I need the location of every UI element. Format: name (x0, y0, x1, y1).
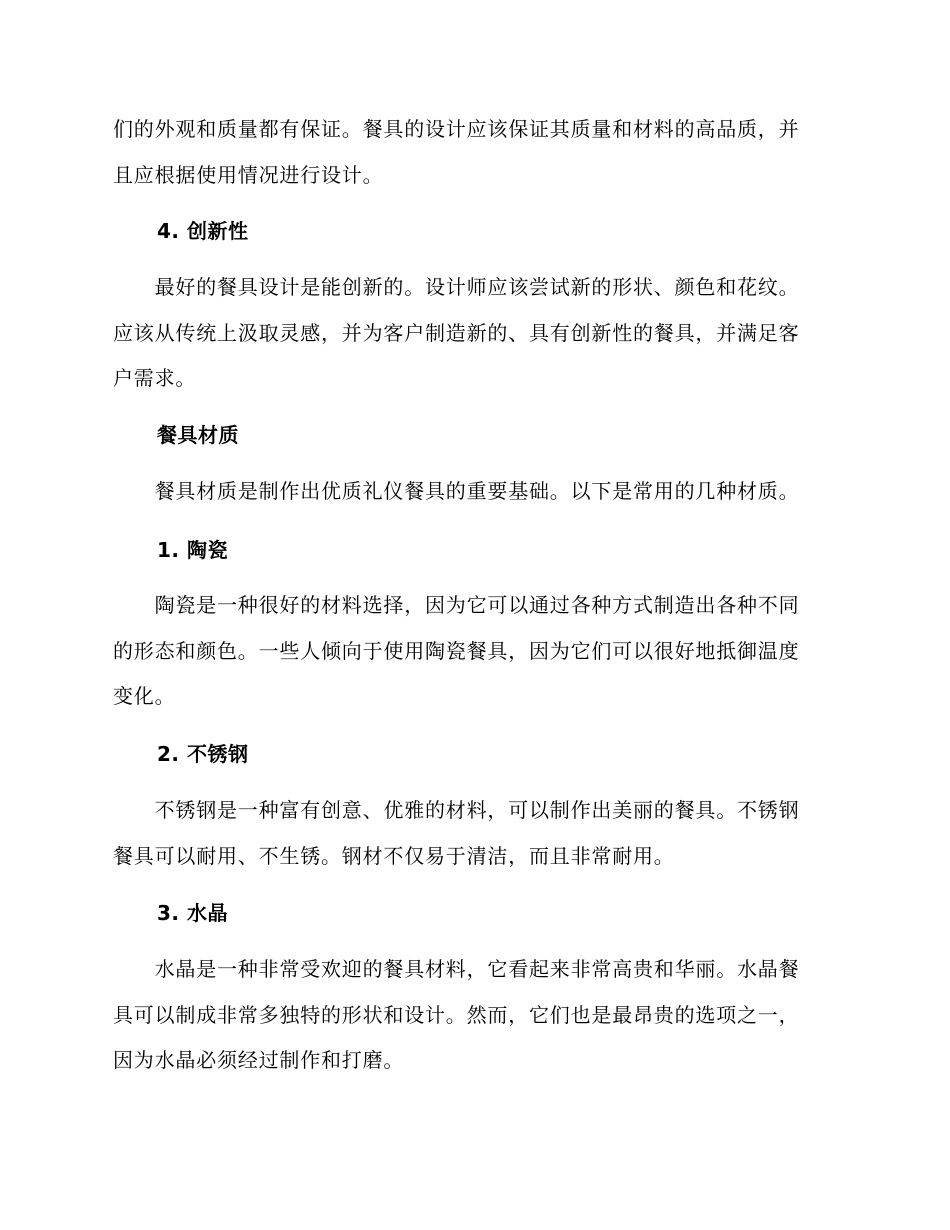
paragraph-innovation: 最好的餐具设计是能创新的。设计师应该尝试新的形状、颜色和花纹。 应该从传统上汲取灵感，并为客户制造新的、具有创新性的餐具，并满足客 户需求。 (113, 275, 800, 390)
heading-ceramic: 1. 陶瓷 (157, 538, 228, 562)
heading-innovation: 4. 创新性 (157, 219, 249, 243)
heading-materials: 餐具材质 (157, 423, 239, 447)
heading-crystal: 3. 水晶 (157, 901, 228, 925)
paragraph-crystal: 水晶是一种非常受欢迎的餐具材料，它看起来非常高贵和华丽。水晶餐 具可以制成非常多独特的形状和设计。然而，它们也是最昂贵的选项之一， 因为水晶必须经过制作和打磨。 (113, 957, 800, 1072)
heading-stainless-steel: 2. 不锈钢 (157, 742, 249, 766)
paragraph-ceramic: 陶瓷是一种很好的材料选择，因为它可以通过各种方式制造出各种不同 的形态和颜色。一些人倾向于使用陶瓷餐具，因为它们可以很好地抵御温度 变化。 (113, 593, 800, 708)
paragraph-stainless-steel: 不锈钢是一种富有创意、优雅的材料，可以制作出美丽的餐具。不锈钢 餐具可以耐用、不生锈。钢材不仅易于清洁，而且非常耐用。 (113, 798, 800, 868)
paragraph-quality-continued: 们的外观和质量都有保证。餐具的设计应该保证其质量和材料的高品质，并 且应根据使用情况进行设计。 (113, 117, 800, 187)
paragraph-materials-intro: 餐具材质是制作出优质礼仪餐具的重要基础。以下是常用的几种材质。 (113, 479, 800, 503)
